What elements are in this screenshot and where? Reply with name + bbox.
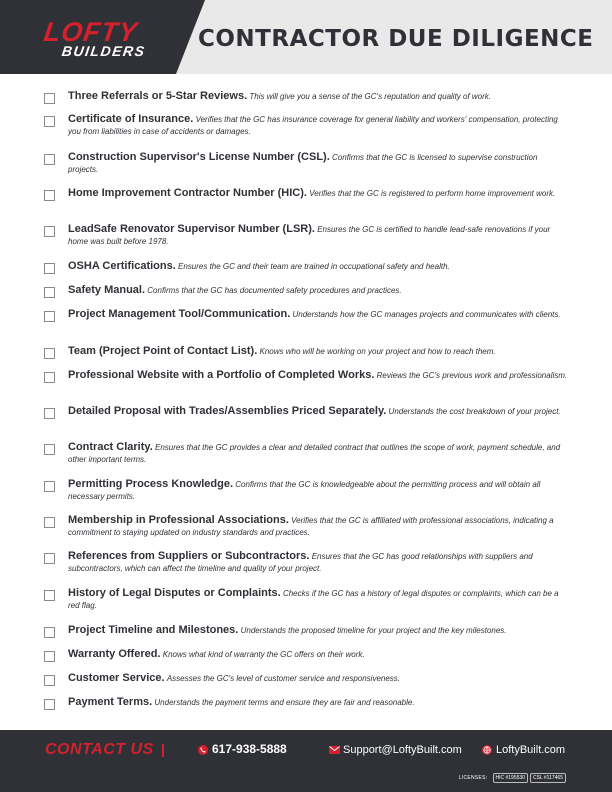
- item-description: Confirms that the GC has documented safety procedures and practices.: [147, 286, 402, 295]
- footer-divider: [162, 744, 164, 757]
- footer: [0, 730, 612, 792]
- contact-us-heading: CONTACT US: [45, 741, 154, 758]
- item-description: Checks if the GC has a history of legal disputes or complaints, which can be a red flag.: [68, 589, 559, 610]
- item-description: Understands the cost breakdown of your project.: [388, 407, 561, 416]
- email-address: Support@LoftyBuilt.com: [343, 744, 462, 756]
- item-label: Certificate of Insurance.: [68, 113, 194, 125]
- checkbox[interactable]: [44, 590, 55, 601]
- license-csl-badge: CSL #117465: [530, 773, 566, 783]
- checkbox[interactable]: [44, 311, 55, 322]
- checkbox[interactable]: [44, 116, 55, 127]
- item-label: Professional Website with a Portfolio of Completed Works.: [68, 369, 375, 381]
- checkbox[interactable]: [44, 553, 55, 564]
- checkbox[interactable]: [44, 699, 55, 710]
- item-description: Understands the payment terms and ensure they are fair and reasonable.: [154, 698, 415, 707]
- item-description: Verifies that the GC has insurance coverage for general liability and workers' compensation, protecting you from liabilities in case of accidents or damages.: [68, 115, 558, 136]
- item-description: This will give you a sense of the GC's reputation and quality of work.: [249, 92, 492, 101]
- item-label: Payment Terms.: [68, 696, 153, 708]
- item-description: Understands the proposed timeline for your project and the key milestones.: [240, 626, 507, 635]
- item-description: Understands how the GC manages projects and communicates with clients.: [292, 310, 561, 319]
- logo-wordmark: LOFTY: [41, 17, 140, 47]
- header: [0, 0, 612, 74]
- item-label: Team (Project Point of Contact List).: [68, 345, 258, 357]
- website-url: LoftyBuilt.com: [496, 744, 566, 756]
- item-label: References from Suppliers or Subcontractors.: [68, 550, 310, 562]
- licenses: [459, 769, 566, 781]
- item-description: Assesses the GC's level of customer service and responsiveness.: [166, 674, 401, 683]
- item-label: Membership in Professional Associations.: [68, 514, 289, 526]
- checkbox[interactable]: [44, 263, 55, 274]
- checkbox[interactable]: [44, 444, 55, 455]
- checkbox[interactable]: [44, 408, 55, 419]
- checkbox[interactable]: [44, 226, 55, 237]
- item-label: Home Improvement Contractor Number (HIC).: [68, 187, 307, 199]
- globe-icon: [482, 745, 492, 755]
- item-label: Project Management Tool/Communication.: [68, 308, 291, 320]
- licenses-label: LICENSES:: [458, 774, 488, 781]
- logo-subtitle: BUILDERS: [60, 43, 147, 59]
- item-description: Reviews the GC's previous work and professionalism.: [376, 371, 568, 380]
- lofty-builders-logo: [41, 17, 174, 64]
- item-label: Safety Manual.: [68, 284, 146, 296]
- checkbox[interactable]: [44, 627, 55, 638]
- checkbox[interactable]: [44, 675, 55, 686]
- checkbox[interactable]: [44, 651, 55, 662]
- item-description: Ensures that the GC provides a clear and detailed contract that outlines the scope of work, payment schedule, and other important terms.: [68, 443, 561, 464]
- item-label: History of Legal Disputes or Complaints.: [68, 587, 281, 599]
- item-label: Detailed Proposal with Trades/Assemblies Priced Separately.: [68, 405, 387, 417]
- item-description: Knows who will be working on your project and how to reach them.: [259, 347, 496, 356]
- item-label: LeadSafe Renovator Supervisor Number (LSR).: [68, 223, 315, 235]
- checkbox[interactable]: [44, 93, 55, 104]
- page-title: CONTRACTOR DUE DILIGENCE: [198, 26, 594, 52]
- checkbox[interactable]: [44, 517, 55, 528]
- item-label: Contract Clarity.: [68, 441, 153, 453]
- checkbox[interactable]: [44, 287, 55, 298]
- item-label: Project Timeline and Milestones.: [68, 624, 239, 636]
- email-icon: [329, 746, 340, 754]
- item-label: Three Referrals or 5-Star Reviews.: [68, 90, 248, 102]
- item-description: Ensures the GC and their team are trained in occupational safety and health.: [178, 262, 450, 271]
- item-label: Warranty Offered.: [68, 648, 161, 660]
- item-description: Ensures that the GC has good relationships with suppliers and subcontractors, which can affect the timeline and quality of your project.: [68, 552, 533, 573]
- checkbox[interactable]: [44, 372, 55, 383]
- license-hic-badge: HIC #195530: [493, 773, 528, 783]
- item-description: Confirms that the GC is licensed to supervise construction projects.: [68, 153, 538, 174]
- phone-icon: [198, 745, 208, 755]
- item-description: Confirms that the GC is knowledgeable about the permitting process and will obtain all necessary permits.: [68, 480, 541, 501]
- item-label: OSHA Certifications.: [68, 260, 176, 272]
- checkbox[interactable]: [44, 481, 55, 492]
- phone-number: 617-938-5888: [212, 742, 287, 756]
- item-label: Permitting Process Knowledge.: [68, 478, 234, 490]
- item-description: Verifies that the GC is registered to perform home improvement work.: [309, 189, 556, 198]
- item-description: Knows what kind of warranty the GC offers on their work.: [162, 650, 365, 659]
- item-label: Construction Supervisor's License Number (CSL).: [68, 151, 330, 163]
- checkbox[interactable]: [44, 190, 55, 201]
- item-label: Customer Service.: [68, 672, 165, 684]
- checkbox[interactable]: [44, 154, 55, 165]
- item-description: Verifies that the GC is affiliated with professional associations, indicating a commitment to staying updated on industry standards and practices.: [68, 516, 554, 537]
- item-description: Ensures the GC is certified to handle lead-safe renovations if your home was built before 1978.: [68, 225, 551, 246]
- checkbox[interactable]: [44, 348, 55, 359]
